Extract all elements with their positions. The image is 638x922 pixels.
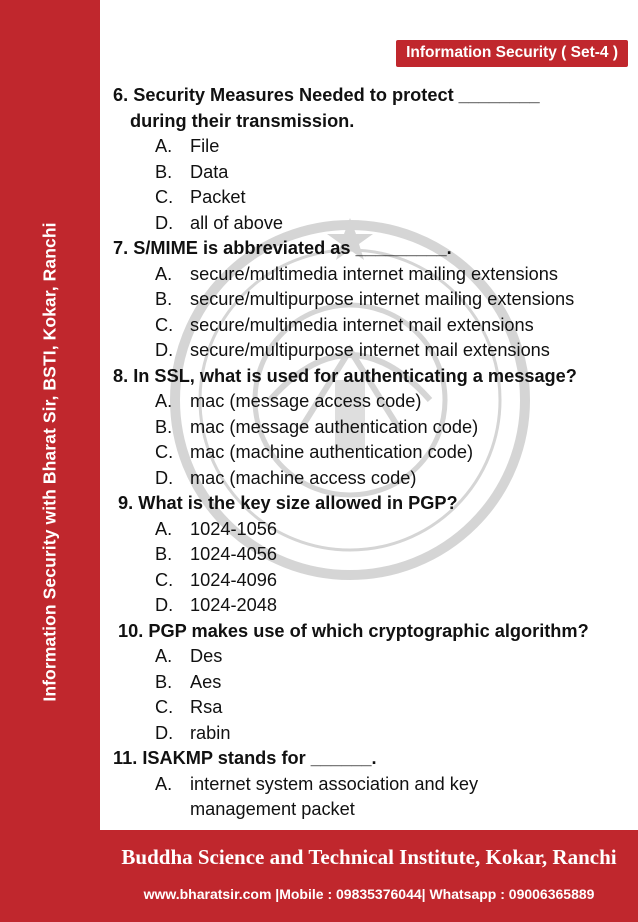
set-title-badge: Information Security ( Set-4 ) [396, 40, 628, 67]
option-10c: C. Rsa [155, 697, 223, 717]
footer [100, 830, 638, 922]
option-10d: D. rabin [155, 722, 231, 743]
question-block [113, 236, 633, 364]
option-8c: C. mac (machine authentication code) [155, 442, 474, 462]
option-7a: A. secure/multimedia internet mailing extensions [155, 263, 558, 284]
option-9b: B. 1024-4056 [155, 544, 277, 564]
question-11: 11. ISAKMP stands for ______. [113, 748, 377, 768]
question-block [113, 491, 633, 619]
question-list [113, 83, 633, 823]
institute-name: Buddha Science and Technical Institute, Kokar, Ranchi [121, 845, 617, 869]
question-block [113, 619, 633, 747]
sidebar-title: Information Security with Bharat Sir, BSTI, Kokar, Ranchi [39, 222, 60, 702]
option-6b: B. Data [155, 161, 229, 182]
option-6d: D. all of above [155, 212, 284, 233]
option-7b: B. secure/multipurpose internet mailing extensions [155, 289, 575, 309]
question-6: 6. Security Measures Needed to protect ________ during their transmission. [113, 85, 540, 131]
option-6c: C. Packet [155, 187, 246, 207]
question-block [113, 364, 633, 492]
question-7: 7. S/MIME is abbreviated as _________. [113, 238, 452, 258]
option-8b: B. mac (message authentication code) [155, 416, 479, 437]
option-7d: D. secure/multipurpose internet mail extensions [155, 340, 550, 360]
option-9d: D. 1024-2048 [155, 595, 277, 615]
option-8d: D. mac (machine access code) [155, 467, 417, 488]
option-11a: A. internet system association and key management packet [155, 773, 479, 819]
question-block [113, 83, 633, 236]
option-7c: C. secure/multimedia internet mail extensions [155, 314, 534, 335]
option-10a: A. Des [155, 646, 223, 666]
option-6a: A. File [155, 136, 220, 156]
option-9c: C. 1024-4096 [155, 569, 277, 590]
option-8a: A. mac (message access code) [155, 391, 422, 411]
option-10b: B. Aes [155, 671, 222, 692]
question-block [113, 746, 633, 823]
question-8: 8. In SSL, what is used for authenticating a message? [113, 365, 577, 386]
option-9a: A. 1024-1056 [155, 518, 277, 539]
question-10: 10. PGP makes use of which cryptographic algorithm? [113, 620, 589, 641]
contact-info: www.bharatsir.com |Mobile : 09835376044| Whatsapp : 09006365889 [143, 886, 595, 902]
question-9: 9. What is the key size allowed in PGP? [113, 493, 458, 513]
sidebar [0, 0, 100, 922]
